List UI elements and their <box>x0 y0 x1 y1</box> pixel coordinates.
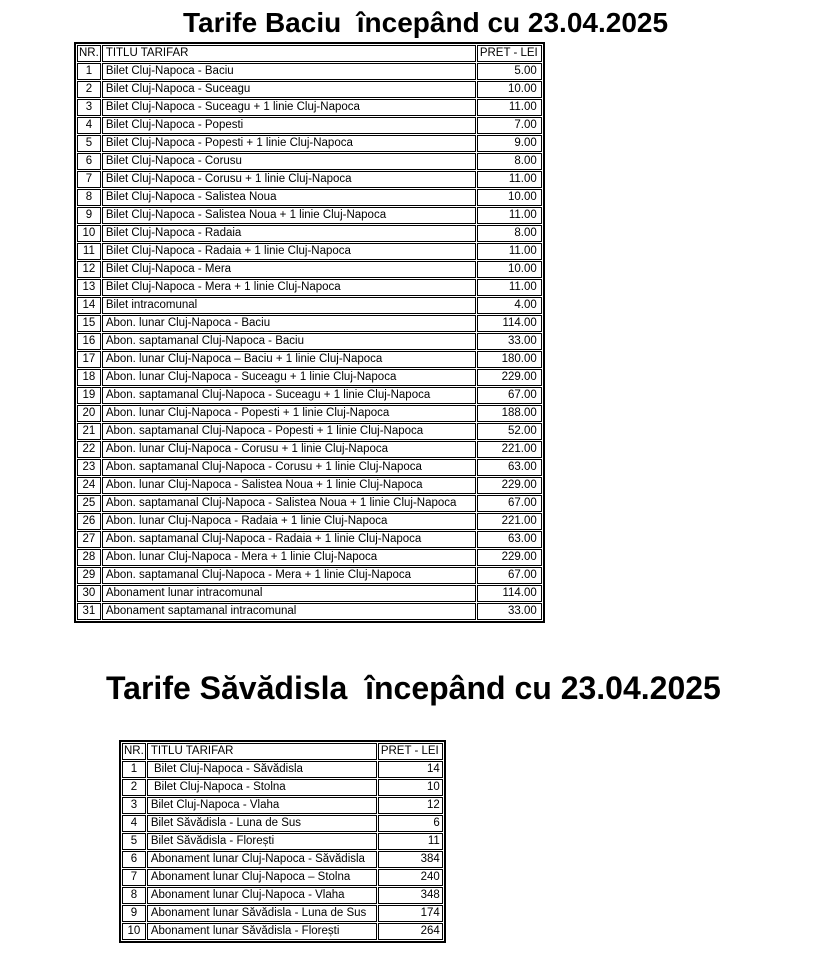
cell-nr: 14 <box>77 297 101 314</box>
cell-nr: 26 <box>77 513 101 530</box>
table-row <box>77 567 542 584</box>
table-row <box>122 905 443 922</box>
table-row <box>77 297 542 314</box>
cell-titlu-tarifar: Bilet Cluj-Napoca - Suceagu <box>102 81 476 98</box>
cell-titlu-tarifar: Abon. saptamanal Cluj-Napoca - Popesti + 1 linie Cluj-Napoca <box>102 423 476 440</box>
table-row <box>77 441 542 458</box>
baciu-table-body <box>77 63 542 620</box>
cell-pret-lei: 174 <box>378 905 443 922</box>
table-row <box>77 531 542 548</box>
cell-pret-lei: 52.00 <box>477 423 542 440</box>
cell-pret-lei: 7.00 <box>477 117 542 134</box>
table-row <box>77 333 542 350</box>
cell-titlu-tarifar: Abon. saptamanal Cluj-Napoca - Salistea Noua + 1 linie Cluj-Napoca <box>102 495 476 512</box>
cell-titlu-tarifar: Abon. saptamanal Cluj-Napoca - Corusu + 1 linie Cluj-Napoca <box>102 459 476 476</box>
cell-pret-lei: 221.00 <box>477 513 542 530</box>
cell-pret-lei: 14 <box>378 761 443 778</box>
cell-pret-lei: 384 <box>378 851 443 868</box>
cell-pret-lei: 12 <box>378 797 443 814</box>
cell-nr: 9 <box>122 905 146 922</box>
table-row <box>77 63 542 80</box>
cell-pret-lei: 180.00 <box>477 351 542 368</box>
cell-nr: 23 <box>77 459 101 476</box>
cell-titlu-tarifar: Abonament lunar Săvădisla - Florești <box>147 923 377 940</box>
table-row <box>122 779 443 796</box>
baciu-col-header-nr: NR. <box>77 45 101 62</box>
cell-nr: 3 <box>122 797 146 814</box>
cell-pret-lei: 11.00 <box>477 207 542 224</box>
baciu-col-header-pret: PRET - LEI <box>477 45 542 62</box>
cell-pret-lei: 33.00 <box>477 603 542 620</box>
table-row <box>122 923 443 940</box>
cell-titlu-tarifar: Abon. saptamanal Cluj-Napoca - Baciu <box>102 333 476 350</box>
table-row <box>77 189 542 206</box>
table-row <box>77 153 542 170</box>
table-row <box>77 603 542 620</box>
cell-pret-lei: 229.00 <box>477 477 542 494</box>
cell-titlu-tarifar: Bilet Cluj-Napoca - Vlaha <box>147 797 377 814</box>
cell-pret-lei: 11.00 <box>477 99 542 116</box>
cell-titlu-tarifar: Bilet Cluj-Napoca - Corusu <box>102 153 476 170</box>
table-row <box>77 405 542 422</box>
cell-pret-lei: 11.00 <box>477 171 542 188</box>
cell-pret-lei: 67.00 <box>477 387 542 404</box>
cell-nr: 10 <box>77 225 101 242</box>
savadisla-col-header-pret: PRET - LEI <box>378 743 443 760</box>
cell-nr: 11 <box>77 243 101 260</box>
cell-nr: 1 <box>77 63 101 80</box>
baciu-col-header-titlu: TITLU TARIFAR <box>102 45 476 62</box>
cell-titlu-tarifar: Abon. lunar Cluj-Napoca - Mera + 1 linie Cluj-Napoca <box>102 549 476 566</box>
cell-titlu-tarifar: Bilet Cluj-Napoca - Stolna <box>147 779 377 796</box>
cell-titlu-tarifar: Bilet Cluj-Napoca - Suceagu + 1 linie Cluj-Napoca <box>102 99 476 116</box>
cell-nr: 2 <box>77 81 101 98</box>
table-row <box>77 243 542 260</box>
cell-titlu-tarifar: Bilet Cluj-Napoca - Baciu <box>102 63 476 80</box>
cell-nr: 7 <box>77 171 101 188</box>
table-row <box>77 225 542 242</box>
cell-nr: 4 <box>77 117 101 134</box>
cell-titlu-tarifar: Abon. lunar Cluj-Napoca - Corusu + 1 linie Cluj-Napoca <box>102 441 476 458</box>
cell-titlu-tarifar: Bilet Cluj-Napoca - Săvădisla <box>147 761 377 778</box>
cell-pret-lei: 188.00 <box>477 405 542 422</box>
cell-pret-lei: 63.00 <box>477 459 542 476</box>
cell-pret-lei: 8.00 <box>477 153 542 170</box>
cell-titlu-tarifar: Abon. saptamanal Cluj-Napoca - Suceagu + 1 linie Cluj-Napoca <box>102 387 476 404</box>
cell-nr: 13 <box>77 279 101 296</box>
cell-nr: 9 <box>77 207 101 224</box>
cell-pret-lei: 240 <box>378 869 443 886</box>
table-row <box>122 851 443 868</box>
cell-nr: 31 <box>77 603 101 620</box>
cell-titlu-tarifar: Bilet intracomunal <box>102 297 476 314</box>
savadisla-col-header-titlu: TITLU TARIFAR <box>147 743 377 760</box>
cell-titlu-tarifar: Bilet Cluj-Napoca - Corusu + 1 linie Cluj-Napoca <box>102 171 476 188</box>
cell-pret-lei: 67.00 <box>477 567 542 584</box>
cell-titlu-tarifar: Abon. saptamanal Cluj-Napoca - Mera + 1 linie Cluj-Napoca <box>102 567 476 584</box>
cell-nr: 10 <box>122 923 146 940</box>
table-row <box>77 99 542 116</box>
cell-nr: 24 <box>77 477 101 494</box>
cell-titlu-tarifar: Bilet Cluj-Napoca - Radaia <box>102 225 476 242</box>
cell-titlu-tarifar: Bilet Cluj-Napoca - Mera + 1 linie Cluj-Napoca <box>102 279 476 296</box>
cell-nr: 27 <box>77 531 101 548</box>
table-row <box>77 513 542 530</box>
cell-nr: 30 <box>77 585 101 602</box>
cell-titlu-tarifar: Abon. lunar Cluj-Napoca - Salistea Noua + 1 linie Cluj-Napoca <box>102 477 476 494</box>
cell-titlu-tarifar: Bilet Cluj-Napoca - Mera <box>102 261 476 278</box>
cell-pret-lei: 9.00 <box>477 135 542 152</box>
cell-nr: 5 <box>122 833 146 850</box>
table-row <box>77 495 542 512</box>
table-row <box>77 81 542 98</box>
baciu-header-row <box>77 45 542 62</box>
cell-titlu-tarifar: Abonament saptamanal intracomunal <box>102 603 476 620</box>
cell-titlu-tarifar: Abon. lunar Cluj-Napoca - Baciu <box>102 315 476 332</box>
cell-nr: 5 <box>77 135 101 152</box>
table-row <box>77 207 542 224</box>
cell-nr: 2 <box>122 779 146 796</box>
table-row <box>77 387 542 404</box>
cell-pret-lei: 10 <box>378 779 443 796</box>
savadisla-table-body <box>122 761 443 940</box>
cell-pret-lei: 10.00 <box>477 261 542 278</box>
cell-titlu-tarifar: Abon. lunar Cluj-Napoca - Radaia + 1 linie Cluj-Napoca <box>102 513 476 530</box>
cell-pret-lei: 11 <box>378 833 443 850</box>
table-row <box>122 869 443 886</box>
cell-pret-lei: 11.00 <box>477 279 542 296</box>
cell-titlu-tarifar: Abonament lunar Cluj-Napoca - Săvădisla <box>147 851 377 868</box>
table-row <box>122 887 443 904</box>
cell-pret-lei: 348 <box>378 887 443 904</box>
cell-titlu-tarifar: Abon. lunar Cluj-Napoca - Popesti + 1 linie Cluj-Napoca <box>102 405 476 422</box>
cell-titlu-tarifar: Abon. lunar Cluj-Napoca - Suceagu + 1 linie Cluj-Napoca <box>102 369 476 386</box>
cell-titlu-tarifar: Bilet Cluj-Napoca - Salistea Noua <box>102 189 476 206</box>
table-row <box>77 369 542 386</box>
table-row <box>122 833 443 850</box>
savadisla-tariff-title: Tarife Săvădisla începând cu 23.04.2025 <box>106 670 721 706</box>
cell-nr: 12 <box>77 261 101 278</box>
cell-nr: 28 <box>77 549 101 566</box>
cell-titlu-tarifar: Bilet Cluj-Napoca - Popesti + 1 linie Cluj-Napoca <box>102 135 476 152</box>
baciu-tariff-table <box>74 42 545 623</box>
table-row <box>77 135 542 152</box>
cell-titlu-tarifar: Abon. saptamanal Cluj-Napoca - Radaia + 1 linie Cluj-Napoca <box>102 531 476 548</box>
cell-titlu-tarifar: Bilet Cluj-Napoca - Salistea Noua + 1 linie Cluj-Napoca <box>102 207 476 224</box>
cell-pret-lei: 229.00 <box>477 549 542 566</box>
cell-nr: 18 <box>77 369 101 386</box>
cell-nr: 16 <box>77 333 101 350</box>
cell-nr: 17 <box>77 351 101 368</box>
cell-pret-lei: 33.00 <box>477 333 542 350</box>
cell-nr: 21 <box>77 423 101 440</box>
table-row <box>77 423 542 440</box>
cell-titlu-tarifar: Abonament lunar Săvădisla - Luna de Sus <box>147 905 377 922</box>
cell-pret-lei: 264 <box>378 923 443 940</box>
cell-nr: 15 <box>77 315 101 332</box>
cell-nr: 4 <box>122 815 146 832</box>
savadisla-col-header-nr: NR. <box>122 743 146 760</box>
cell-nr: 6 <box>122 851 146 868</box>
cell-pret-lei: 8.00 <box>477 225 542 242</box>
baciu-tariff-title: Tarife Baciu începând cu 23.04.2025 <box>183 7 669 38</box>
cell-titlu-tarifar: Abonament lunar Cluj-Napoca - Vlaha <box>147 887 377 904</box>
cell-titlu-tarifar: Bilet Cluj-Napoca - Popesti <box>102 117 476 134</box>
cell-pret-lei: 10.00 <box>477 81 542 98</box>
cell-pret-lei: 221.00 <box>477 441 542 458</box>
cell-nr: 7 <box>122 869 146 886</box>
cell-nr: 6 <box>77 153 101 170</box>
cell-titlu-tarifar: Bilet Săvădisla - Florești <box>147 833 377 850</box>
table-row <box>77 171 542 188</box>
cell-pret-lei: 114.00 <box>477 315 542 332</box>
cell-nr: 1 <box>122 761 146 778</box>
cell-titlu-tarifar: Abonament lunar intracomunal <box>102 585 476 602</box>
cell-nr: 29 <box>77 567 101 584</box>
savadisla-tariff-table <box>119 740 446 943</box>
cell-nr: 3 <box>77 99 101 116</box>
table-row <box>77 585 542 602</box>
cell-pret-lei: 10.00 <box>477 189 542 206</box>
cell-pret-lei: 4.00 <box>477 297 542 314</box>
cell-nr: 22 <box>77 441 101 458</box>
table-row <box>122 761 443 778</box>
cell-pret-lei: 229.00 <box>477 369 542 386</box>
table-row <box>77 117 542 134</box>
cell-nr: 8 <box>122 887 146 904</box>
cell-titlu-tarifar: Abonament lunar Cluj-Napoca – Stolna <box>147 869 377 886</box>
cell-nr: 20 <box>77 405 101 422</box>
table-row <box>122 797 443 814</box>
cell-pret-lei: 67.00 <box>477 495 542 512</box>
table-row <box>77 477 542 494</box>
cell-titlu-tarifar: Bilet Cluj-Napoca - Radaia + 1 linie Cluj-Napoca <box>102 243 476 260</box>
savadisla-header-row <box>122 743 443 760</box>
cell-pret-lei: 11.00 <box>477 243 542 260</box>
cell-titlu-tarifar: Bilet Săvădisla - Luna de Sus <box>147 815 377 832</box>
table-row <box>77 279 542 296</box>
cell-pret-lei: 6 <box>378 815 443 832</box>
table-row <box>77 351 542 368</box>
table-row <box>77 459 542 476</box>
cell-pret-lei: 63.00 <box>477 531 542 548</box>
cell-titlu-tarifar: Abon. lunar Cluj-Napoca – Baciu + 1 linie Cluj-Napoca <box>102 351 476 368</box>
table-row <box>77 315 542 332</box>
table-row <box>77 261 542 278</box>
table-row <box>122 815 443 832</box>
table-row <box>77 549 542 566</box>
cell-nr: 8 <box>77 189 101 206</box>
cell-nr: 25 <box>77 495 101 512</box>
cell-pret-lei: 114.00 <box>477 585 542 602</box>
cell-pret-lei: 5.00 <box>477 63 542 80</box>
cell-nr: 19 <box>77 387 101 404</box>
